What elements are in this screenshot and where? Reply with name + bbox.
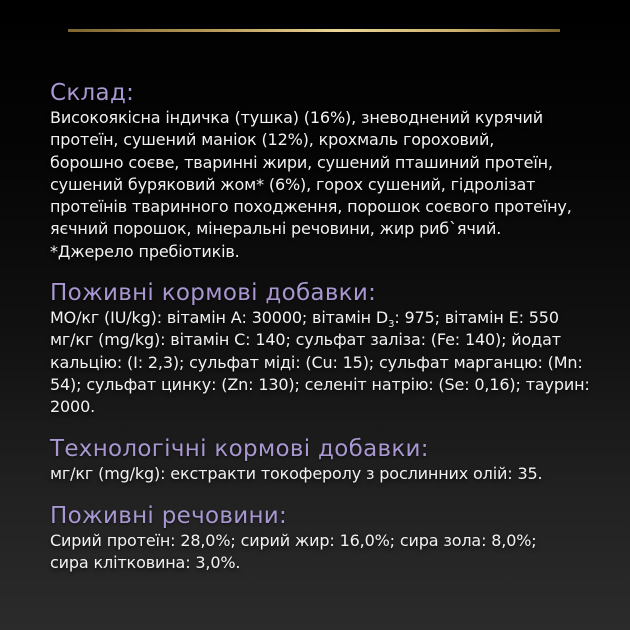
vitamins-iu-text: МО/кг (IU/kg): вітамін А: 30000; вітамін D [50, 308, 389, 328]
technological-additives-section [50, 435, 620, 485]
prebiotic-footnote: *Джерело пребіотиків. [50, 241, 240, 261]
nutrients-heading: Поживні речовини: [50, 502, 288, 529]
nutrients-text [50, 530, 620, 575]
nutrients-section [50, 502, 620, 575]
product-info-content [50, 79, 620, 574]
technological-additives-text [50, 463, 620, 485]
composition-line: протеїнів тваринного походження, порошок соєвого протеїну, [50, 197, 572, 217]
vitamins-iu-text-cont: : 975; вітамін Е: 550 [394, 308, 559, 328]
composition-line: яєчний порошок, мінеральні речовини, жир риб`ячий. [50, 219, 502, 239]
nutrients-line: сира клітковина: 3,0%. [50, 553, 241, 573]
additives-line: кальцію: (I: 2,3); сульфат міді: (Cu: 15); сульфат марганцю: (Mn: [50, 352, 583, 372]
composition-line: протеїн, сушений маніок (12%), крохмаль гороховий, [50, 130, 495, 150]
composition-line: борошно соєве, тваринні жири, сушений пташиний протеїн, [50, 152, 553, 172]
nutritional-additives-text [50, 307, 620, 418]
composition-line: Високоякісна індичка (тушка) (16%), зневоднений курячий [50, 108, 544, 127]
gold-divider-line [68, 29, 560, 32]
nutritional-additives-heading: Поживні кормові добавки: [50, 280, 377, 307]
additives-line: 2000. [50, 397, 96, 417]
composition-heading: Склад: [50, 80, 135, 106]
additives-line: мг/кг (mg/kg): вітамін С: 140; сульфат заліза: (Fe: 140); йодат [50, 330, 561, 350]
additives-line: 54); сульфат цинку: (Zn: 130); селеніт натрію: (Se: 0,16); таурин: [50, 374, 590, 394]
composition-text [50, 107, 620, 263]
composition-section [50, 79, 620, 263]
vitamins-iu-line [50, 307, 620, 329]
composition-line: сушений буряковий жом* (6%), горох сушений, гідролізат [50, 174, 536, 194]
vitamin-d-subscript: 3 [388, 319, 395, 331]
nutrients-line: Сирий протеїн: 28,0%; сирий жир: 16,0%; сира зола: 8,0%; [50, 530, 537, 550]
technological-additives-heading: Технологічні кормові добавки: [50, 435, 429, 462]
tocopherol-line: мг/кг (mg/kg): екстракти токоферолу з рослинних олій: 35. [50, 463, 543, 483]
nutritional-additives-section [50, 279, 620, 418]
